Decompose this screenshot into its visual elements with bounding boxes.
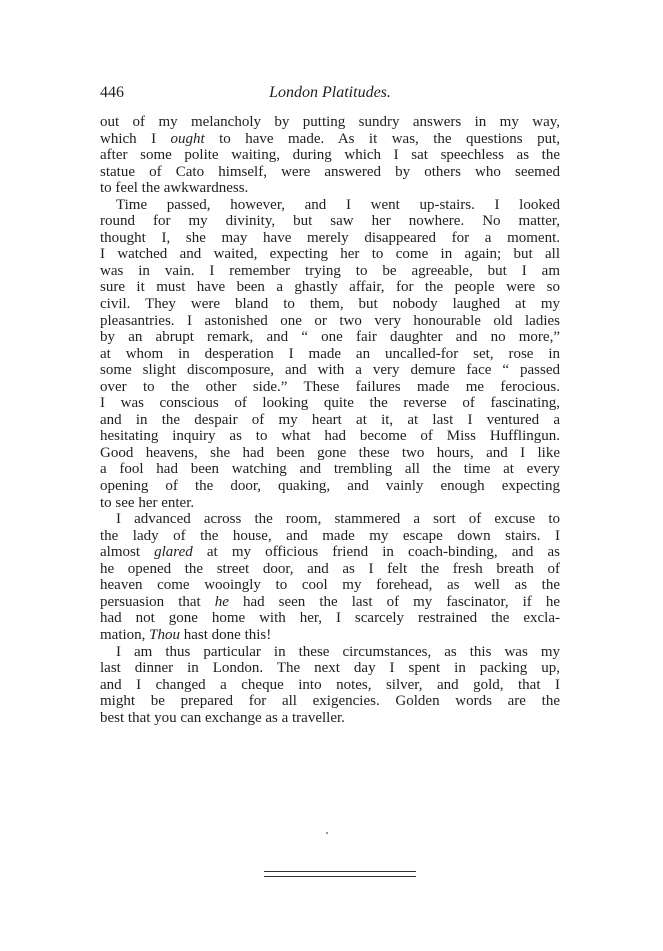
text-line: [100, 544, 560, 561]
text-run: round for my divinity, but saw her nowhere. No matter,: [100, 213, 560, 230]
text-run: at whom in desperation I made an uncalled-for set, rose in: [100, 345, 560, 362]
text-run: I watched and waited, expecting her to come in again; but all: [100, 246, 560, 263]
text-run: at my officious friend in coach-binding, and as: [192, 544, 560, 561]
text-line: [100, 610, 560, 627]
text-run: a fool had been watching and trembling all the time at every: [100, 461, 560, 478]
page-header: [100, 84, 560, 106]
text-line: [100, 263, 560, 280]
italic-text: Thou: [149, 626, 181, 643]
text-line: [100, 693, 560, 710]
text-line: [100, 428, 560, 445]
italic-text: glared: [154, 544, 193, 561]
page-number: 446: [100, 84, 124, 101]
text-run: might be prepared for all exigencies. Golden words are the: [100, 693, 560, 710]
italic-text: he: [214, 593, 229, 610]
text-line: [100, 710, 560, 727]
text-line: [100, 495, 560, 512]
text-line: [100, 644, 560, 661]
text-run: which I: [100, 130, 171, 147]
text-run: to have made. As it was, the questions put,: [204, 130, 560, 147]
text-run: some slight discomposure, and with a very demure face “ passed: [100, 362, 560, 379]
text-line: [100, 478, 560, 495]
text-line: [100, 213, 560, 230]
text-line: [100, 230, 560, 247]
text-line: [100, 346, 560, 363]
text-line: [100, 246, 560, 263]
text-run: I was conscious of looking quite the reverse of fascinating,: [100, 395, 560, 412]
text-run: persuasion that: [100, 593, 215, 610]
text-line: [100, 627, 560, 644]
text-line: [100, 660, 560, 677]
text-run: sure it must have been a ghastly affair, for the people were so: [100, 279, 560, 296]
text-line: [100, 461, 560, 478]
text-run: over to the other side.” These failures made me ferocious.: [100, 378, 560, 395]
text-line: [100, 511, 560, 528]
text-run: last dinner in London. The next day I spent in packing up,: [100, 660, 560, 677]
text-line: [100, 279, 560, 296]
text-run: hast done this!: [180, 626, 272, 643]
text-run: to feel the awkwardness.: [100, 180, 249, 197]
text-run: had seen the last of my fascinator, if he: [228, 593, 560, 610]
text-run: he opened the street door, and as I felt the fresh breath of: [100, 560, 560, 577]
text-line: [100, 677, 560, 694]
text-run: best that you can exchange as a traveller.: [100, 709, 345, 726]
text-run: statue of Cato himself, were answered by others who seemed: [100, 163, 560, 180]
text-run: pleasantries. I astonished one or two very honourable old ladies: [100, 312, 560, 329]
running-title: London Platitudes.: [269, 84, 391, 101]
text-run: I am thus particular in these circumstances, as this was my: [116, 643, 560, 660]
text-run: was in vain. I remember trying to be agreeable, but I am: [100, 262, 560, 279]
text-run: out of my melancholy by putting sundry answers in my way,: [100, 114, 560, 130]
text-line: [100, 561, 560, 578]
text-line: [100, 395, 560, 412]
ornament-dot: [326, 832, 328, 834]
text-run: the lady of the house, and made my escape down stairs. I: [100, 527, 560, 544]
text-line: [100, 131, 560, 148]
text-line: [100, 180, 560, 197]
text-run: heaven come wooingly to cool my forehead, as well as the: [100, 577, 560, 594]
text-line: [100, 412, 560, 429]
text-run: and I changed a cheque into notes, silver, and gold, that I: [100, 676, 560, 693]
text-run: Time passed, however, and I went up-stairs. I looked: [116, 196, 560, 213]
text-run: opening of the door, quaking, and vainly enough expecting: [100, 478, 560, 495]
text-line: [100, 197, 560, 214]
text-line: [100, 577, 560, 594]
text-line: [100, 362, 560, 379]
text-run: almost: [100, 544, 155, 561]
text-line: [100, 329, 560, 346]
text-line: [100, 594, 560, 611]
text-line: [100, 164, 560, 181]
text-run: had not gone home with her, I scarcely restrained the excla-: [100, 610, 560, 627]
italic-text: ought: [170, 130, 205, 147]
text-line: [100, 445, 560, 462]
text-run: I advanced across the room, stammered a sort of excuse to: [116, 511, 560, 528]
text-line: [100, 147, 560, 164]
text-run: hesitating inquiry as to what had become of Miss Hufflingun.: [100, 428, 560, 445]
text-line: [100, 379, 560, 396]
text-line: [100, 296, 560, 313]
text-run: civil. They were bland to them, but nobody laughed at my: [100, 296, 560, 313]
section-end-rule: [264, 871, 416, 877]
text-line: [100, 114, 560, 131]
text-run: mation,: [100, 626, 150, 643]
text-run: by an abrupt remark, and “ one fair daughter and no more,”: [100, 329, 560, 346]
body-text: [100, 114, 560, 726]
text-run: thought I, she may have merely disappeared for a moment.: [100, 229, 560, 246]
text-line: [100, 528, 560, 545]
text-run: to see her enter.: [100, 494, 195, 511]
text-line: [100, 313, 560, 330]
text-run: after some polite waiting, during which I sat speechless as the: [100, 147, 560, 164]
text-run: Good heavens, she had been gone these two hours, and I like: [100, 444, 560, 461]
text-run: and in the despair of my heart at it, at last I ventured a: [100, 411, 560, 428]
